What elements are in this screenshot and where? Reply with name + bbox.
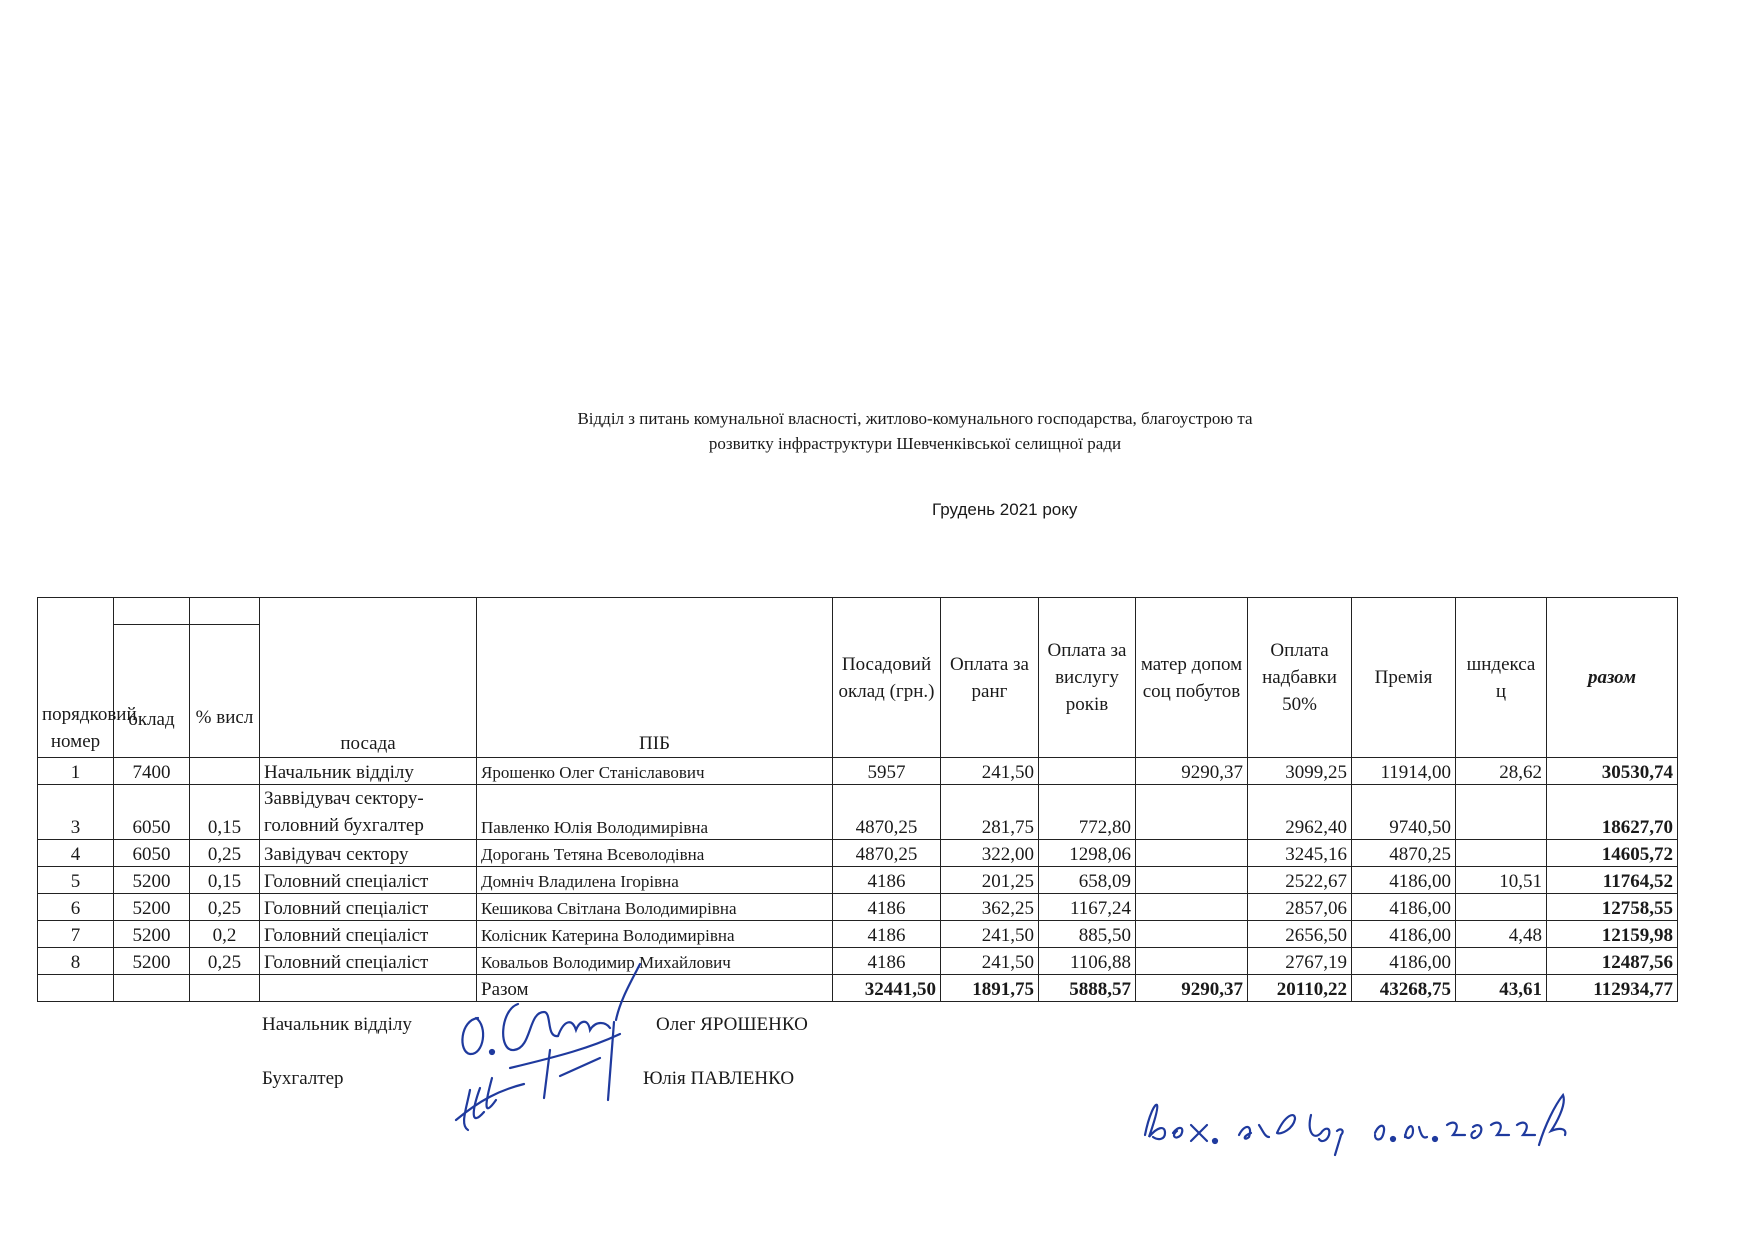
cell-pct: 0,25 <box>190 840 260 867</box>
cell-posad-oklad: 4870,25 <box>833 785 941 840</box>
cell-total: 14605,72 <box>1547 840 1678 867</box>
cell-nadbavky: 2857,06 <box>1248 894 1352 921</box>
cell-rank: 322,00 <box>941 840 1039 867</box>
cell-total: 12159,98 <box>1547 921 1678 948</box>
cell-service: 772,80 <box>1039 785 1136 840</box>
accountant-name: Юлія ПАВЛЕНКО <box>643 1068 795 1089</box>
cell-service: 885,50 <box>1039 921 1136 948</box>
cell-service: 658,09 <box>1039 867 1136 894</box>
table-row <box>38 921 1678 948</box>
cell-nadbavky: 2962,40 <box>1248 785 1352 840</box>
header-posada: посада <box>260 598 477 758</box>
cell-premia: 4870,25 <box>1352 840 1456 867</box>
title-line-2: розвитку інфраструктури Шевченківської селищної ради <box>708 434 1122 453</box>
cell-service: 1298,06 <box>1039 840 1136 867</box>
cell-posad-oklad: 4186 <box>833 894 941 921</box>
cell-nadbavky: 3245,16 <box>1248 840 1352 867</box>
header-num: порядковий номер <box>38 598 114 758</box>
cell-rank: 241,50 <box>941 758 1039 785</box>
table-row <box>38 840 1678 867</box>
cell-rank: 281,75 <box>941 785 1039 840</box>
cell-oklad: 6050 <box>114 840 190 867</box>
header-oklad: оклад <box>114 625 190 758</box>
signatures-graphic <box>440 960 700 1160</box>
cell-total: 11764,52 <box>1547 867 1678 894</box>
cell-posada: Начальник відділу <box>260 758 477 785</box>
cell-num: 1 <box>38 758 114 785</box>
header-premia: Премія <box>1352 598 1456 758</box>
cell-rank: 362,25 <box>941 894 1039 921</box>
cell-indexac: 4,48 <box>1456 921 1547 948</box>
handwritten-note <box>1135 1075 1635 1165</box>
report-period: Грудень 2021 року <box>932 500 1078 519</box>
cell-premia: 4186,00 <box>1352 867 1456 894</box>
cell-pct: 0,25 <box>190 894 260 921</box>
cell-mater <box>1136 867 1248 894</box>
cell-pib: Ярошенко Олег Станіславович <box>477 758 833 785</box>
head-name: Олег ЯРОШЕНКО <box>656 1014 808 1035</box>
cell-oklad <box>114 975 190 1002</box>
totals-indexac: 43,61 <box>1456 975 1547 1002</box>
header-pib: ПІБ <box>477 598 833 758</box>
header-indexac: шндекса ц <box>1456 598 1547 758</box>
salary-table <box>37 597 1678 1002</box>
header-pct: % висл <box>190 625 260 758</box>
cell-num <box>38 975 114 1002</box>
totals-premia: 43268,75 <box>1352 975 1456 1002</box>
totals-total: 112934,77 <box>1547 975 1678 1002</box>
cell-mater <box>1136 840 1248 867</box>
cell-pib: Павленко Юлія Володимирівна <box>477 785 833 840</box>
table-row <box>38 785 1678 840</box>
cell-oklad: 5200 <box>114 867 190 894</box>
cell-pct: 0,15 <box>190 785 260 840</box>
totals-row <box>38 975 1678 1002</box>
title-line-1: Відділ з питань комунальної власності, житлово-комунального господарства, благоустрою та <box>577 409 1253 428</box>
cell-service <box>1039 758 1136 785</box>
cell-pct: 0,15 <box>190 867 260 894</box>
cell-total: 12758,55 <box>1547 894 1678 921</box>
cell-indexac <box>1456 894 1547 921</box>
totals-mater: 9290,37 <box>1136 975 1248 1002</box>
cell-indexac <box>1456 840 1547 867</box>
cell-pib: Колісник Катерина Володимирівна <box>477 921 833 948</box>
cell-pib: Дорогань Тетяна Всеволодівна <box>477 840 833 867</box>
cell-pib: Ковальов Володимир Михайлович <box>477 948 833 975</box>
cell-pib: Кешикова Світлана Володимирівна <box>477 894 833 921</box>
table-row <box>38 948 1678 975</box>
cell-nadbavky: 2522,67 <box>1248 867 1352 894</box>
cell-mater: 9290,37 <box>1136 758 1248 785</box>
cell-posada: Завідувач сектору <box>260 840 477 867</box>
cell-premia: 4186,00 <box>1352 948 1456 975</box>
cell-service: 1167,24 <box>1039 894 1136 921</box>
header-pct-top <box>190 598 260 625</box>
cell-rank: 241,50 <box>941 948 1039 975</box>
cell-premia: 4186,00 <box>1352 894 1456 921</box>
cell-pct: 0,2 <box>190 921 260 948</box>
cell-posad-oklad: 5957 <box>833 758 941 785</box>
cell-num: 3 <box>38 785 114 840</box>
cell-num: 4 <box>38 840 114 867</box>
cell-premia: 4186,00 <box>1352 921 1456 948</box>
cell-oklad: 6050 <box>114 785 190 840</box>
cell-indexac: 10,51 <box>1456 867 1547 894</box>
header-mater: матер допом соц побутов <box>1136 598 1248 758</box>
cell-oklad: 5200 <box>114 948 190 975</box>
cell-num: 7 <box>38 921 114 948</box>
cell-nadbavky: 2656,50 <box>1248 921 1352 948</box>
cell-posad-oklad: 4186 <box>833 948 941 975</box>
cell-pct <box>190 975 260 1002</box>
cell-pib: Домніч Владилена Ігорівна <box>477 867 833 894</box>
totals-service: 5888,57 <box>1039 975 1136 1002</box>
header-oklad-top <box>114 598 190 625</box>
header-posad-oklad: Посадовий оклад (грн.) <box>833 598 941 758</box>
head-title: Начальник відділу <box>262 1014 412 1035</box>
cell-posad-oklad: 4186 <box>833 867 941 894</box>
cell-oklad: 7400 <box>114 758 190 785</box>
cell-nadbavky: 3099,25 <box>1248 758 1352 785</box>
totals-posad-oklad: 32441,50 <box>833 975 941 1002</box>
cell-total: 18627,70 <box>1547 785 1678 840</box>
table-row <box>38 758 1678 785</box>
cell-posada: Головний спеціаліст <box>260 948 477 975</box>
cell-total: 12487,56 <box>1547 948 1678 975</box>
cell-mater <box>1136 894 1248 921</box>
totals-label: Разом <box>477 975 833 1002</box>
totals-rank: 1891,75 <box>941 975 1039 1002</box>
cell-premia: 9740,50 <box>1352 785 1456 840</box>
cell-nadbavky: 2767,19 <box>1248 948 1352 975</box>
document-title <box>0 406 1744 456</box>
cell-rank: 201,25 <box>941 867 1039 894</box>
header-total: разом <box>1547 598 1678 758</box>
cell-oklad: 5200 <box>114 894 190 921</box>
cell-premia: 11914,00 <box>1352 758 1456 785</box>
header-row-top <box>38 598 1678 625</box>
cell-mater <box>1136 785 1248 840</box>
cell-service: 1106,88 <box>1039 948 1136 975</box>
cell-posada: Головний спеціаліст <box>260 921 477 948</box>
cell-num: 6 <box>38 894 114 921</box>
table-row <box>38 894 1678 921</box>
cell-total: 30530,74 <box>1547 758 1678 785</box>
cell-indexac <box>1456 785 1547 840</box>
cell-pct <box>190 758 260 785</box>
header-service: Оплата за вислугу років <box>1039 598 1136 758</box>
cell-posada: Головний спеціаліст <box>260 867 477 894</box>
cell-indexac <box>1456 948 1547 975</box>
cell-rank: 241,50 <box>941 921 1039 948</box>
cell-posada: Заввідувач сектору-головний бухгалтер <box>260 785 477 840</box>
cell-num: 5 <box>38 867 114 894</box>
cell-pct: 0,25 <box>190 948 260 975</box>
cell-posad-oklad: 4186 <box>833 921 941 948</box>
cell-posad-oklad: 4870,25 <box>833 840 941 867</box>
totals-nadbavky: 20110,22 <box>1248 975 1352 1002</box>
cell-mater <box>1136 921 1248 948</box>
accountant-title: Бухгалтер <box>262 1068 344 1089</box>
table-row <box>38 867 1678 894</box>
cell-mater <box>1136 948 1248 975</box>
cell-num: 8 <box>38 948 114 975</box>
header-rank: Оплата за ранг <box>941 598 1039 758</box>
cell-posada: Головний спеціаліст <box>260 894 477 921</box>
header-nadbavky: Оплата надбавки 50% <box>1248 598 1352 758</box>
cell-oklad: 5200 <box>114 921 190 948</box>
cell-indexac: 28,62 <box>1456 758 1547 785</box>
